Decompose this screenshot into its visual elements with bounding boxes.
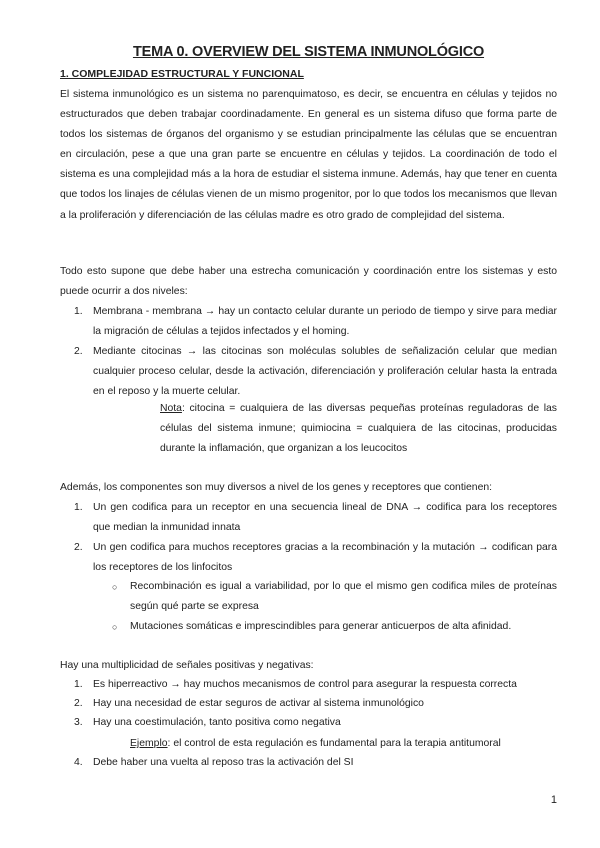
sublist-item <box>112 617 557 637</box>
list-number: 2. <box>74 698 83 709</box>
note-text: : el control de esta regulación es fundamental para la terapia antitumoral <box>167 738 501 749</box>
paragraph-communication: Todo esto supone que debe haber una estrecha comunicación y coordinación entre los sistemas y esto puede ocurrir a dos niveles: <box>60 266 557 298</box>
list-number: 1. <box>74 679 83 690</box>
paragraph-components: Además, los componentes son muy diversos a nivel de los genes y receptores que contienen: <box>60 482 493 493</box>
list-text: Es hiperreactivo → hay muchos mecanismos de control para asegurar la respuesta correcta <box>93 679 517 690</box>
list-item <box>74 694 557 714</box>
list-number: 2. <box>74 346 83 357</box>
list-item <box>74 538 557 578</box>
list-number: 1. <box>74 502 83 513</box>
note-citocina <box>160 399 557 459</box>
list-item <box>74 713 557 733</box>
list-item <box>74 675 557 695</box>
list-text: Debe haber una vuelta al reposo tras la activación del SI <box>93 757 354 768</box>
list-text: Un gen codifica para muchos receptores gracias a la recombinación y la mutación → codifican para los receptores de los linfocitos <box>93 542 557 574</box>
note-label: Nota <box>160 403 182 414</box>
note-text: : citocina = cualquiera de las diversas pequeñas proteínas reguladoras de las células del sistema inmune; quimiocina = cualquiera de las citocinas, producidas durante la inflamación, que organizan a los leucocitos <box>160 403 557 455</box>
list-item <box>74 342 557 402</box>
list-number: 4. <box>74 757 83 768</box>
list-text: Membrana - membrana → hay un contacto celular durante un periodo de tiempo y sirve para mediar la migración de células a tejidos infectados y el homing. <box>93 306 557 338</box>
list-text: Mediante citocinas → las citocinas son moléculas solubles de señalización celular que median cualquier proceso celular, desde la activación, diferenciación y proliferación celular hasta la entrada en el reposo y la muerte celular. <box>93 346 557 398</box>
list-text: Un gen codifica para un receptor en una secuencia lineal de DNA → codifica para los receptores que median la inmunidad innata <box>93 502 557 534</box>
list-item <box>74 753 557 773</box>
list-number: 3. <box>74 717 83 728</box>
note-ejemplo <box>130 734 557 754</box>
circle-bullet-icon: ○ <box>112 582 118 592</box>
list-number: 1. <box>74 306 83 317</box>
list-item <box>74 498 557 538</box>
document-title: TEMA 0. OVERVIEW DEL SISTEMA INMUNOLÓGICO <box>132 44 485 60</box>
list-text: Hay una necesidad de estar seguros de activar al sistema inmunológico <box>93 698 424 709</box>
section-heading: 1. COMPLEJIDAD ESTRUCTURAL Y FUNCIONAL <box>60 68 304 80</box>
list-number: 2. <box>74 542 83 553</box>
list-text: Hay una coestimulación, tanto positiva como negativa <box>93 717 341 728</box>
paragraph-intro: El sistema inmunológico es un sistema no parenquimatoso, es decir, se encuentra en células y tejidos no estructurados que deben trabajar coordinadamente. En general es un sistema difuso que forma parte de todos los sistemas de órganos del organismo y se estudian principalmente las células que se encuentran en circulación, pese a que una gran parte se encuentre en células y tejidos. La coordinación de todo el sistema es una complejidad más a la hora de estudiar el sistema inmune. Además, hay que tener en cuenta que todos los linajes de células vienen de un mismo progenitor, por lo que todos los mecanismos que llevan a la proliferación y diferenciación de las células madre es otro grado de complejidad del sistema. <box>60 89 557 221</box>
sublist-item <box>112 577 557 617</box>
paragraph-signals: Hay una multiplicidad de señales positivas y negativas: <box>60 660 314 671</box>
sublist-text: Recombinación es igual a variabilidad, por lo que el mismo gen codifica miles de proteínas según qué parte se expresa <box>130 581 557 613</box>
circle-bullet-icon: ○ <box>112 622 118 632</box>
page-number: 1 <box>550 794 557 806</box>
list-item <box>74 302 557 342</box>
sublist-text: Mutaciones somáticas e imprescindibles para generar anticuerpos de alta afinidad. <box>130 621 512 632</box>
note-label: Ejemplo <box>130 738 168 749</box>
